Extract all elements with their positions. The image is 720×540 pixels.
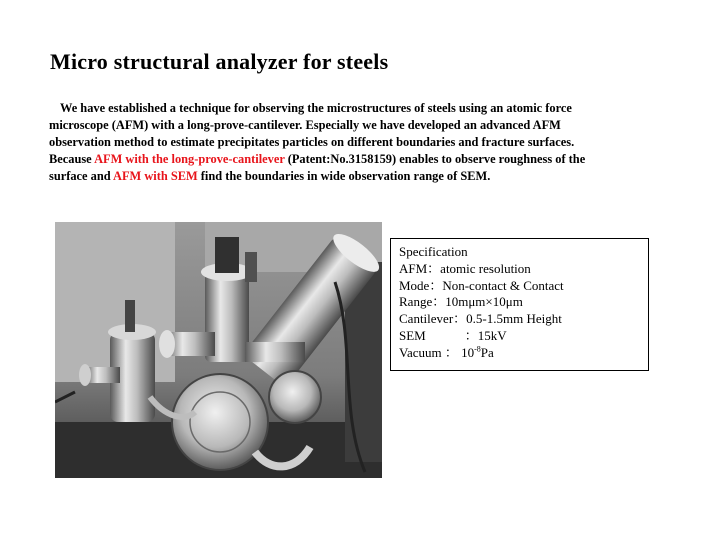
spec-vacuum-exponent: -8 xyxy=(474,344,481,354)
paragraph-text: surface and xyxy=(49,169,114,183)
paragraph-line: microscope (AFM) with a long-prove-cantilever. Especially we have developed an advanced AFM xyxy=(49,118,561,132)
spec-range: Range：10mμm×10μm xyxy=(399,294,523,310)
paragraph-line-1-text: We have established a technique for observing the microstructures of steels using an atomic force xyxy=(60,101,572,115)
spec-cantilever: Cantilever：0.5-1.5mm Height xyxy=(399,311,562,327)
spec-vacuum xyxy=(399,345,648,362)
paragraph-text: find the boundaries in wide observation range of SEM. xyxy=(197,169,491,183)
spec-afm: AFM：atomic resolution xyxy=(399,260,531,276)
spec-heading: Specification xyxy=(399,244,468,259)
spec-sem: SEM ：15kV xyxy=(399,327,507,343)
paragraph-line xyxy=(49,100,669,117)
page-title: Micro structural analyzer for steels xyxy=(50,49,389,74)
spec-vacuum-unit: Pa xyxy=(480,344,494,360)
afm-sem-apparatus-illustration xyxy=(55,222,382,478)
paragraph-text: (Patent:No.3158159) enables to observe roughness of the xyxy=(284,152,586,166)
highlight-long-prove-cantilever: AFM with the long-prove-cantilever xyxy=(94,152,285,166)
highlight-afm-with-sem: AFM with SEM xyxy=(113,169,198,183)
specification-box xyxy=(390,238,649,371)
paragraph-line: observation method to estimate precipitates particles on different boundaries and fracture surfaces. xyxy=(49,135,575,149)
paragraph-line xyxy=(49,168,669,185)
paragraph-line xyxy=(49,151,669,168)
paragraph-text: Because xyxy=(49,152,95,166)
description-paragraph xyxy=(49,100,669,185)
spec-mode: Mode：Non-contact & Contact xyxy=(399,277,564,293)
apparatus-photo xyxy=(55,222,382,478)
spec-vacuum-prefix: Vacuum ： 10 xyxy=(399,344,475,360)
